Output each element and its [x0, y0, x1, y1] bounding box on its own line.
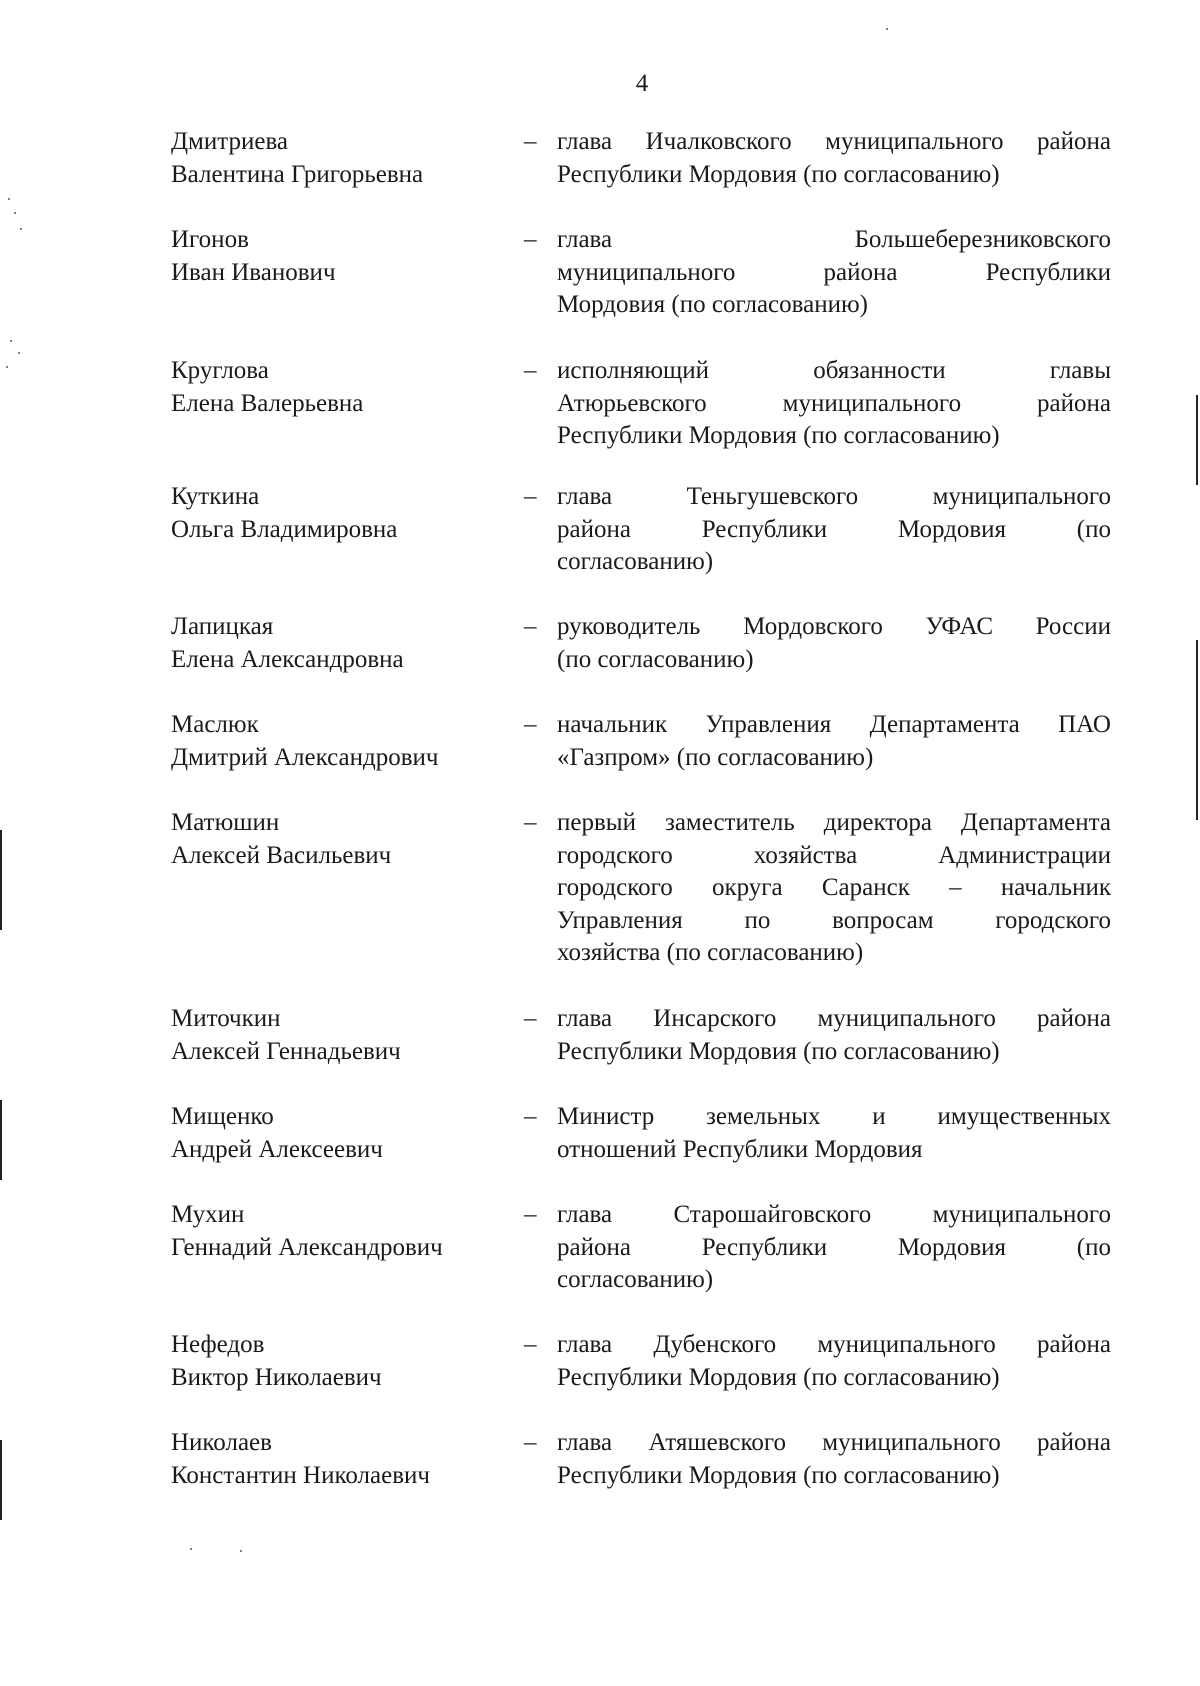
- scan-edge: [0, 1100, 2, 1180]
- scan-edge: [1196, 640, 1198, 820]
- given-name: Валентина Григорьевна: [171, 160, 424, 188]
- surname: Нефедов: [171, 1331, 265, 1358]
- position-description: [557, 807, 1111, 970]
- description-line: согласованию): [557, 548, 714, 575]
- person-name: [171, 1329, 511, 1394]
- person-name: [171, 611, 511, 676]
- dash: –: [524, 357, 537, 384]
- description-line: Республики Мордовия (по согласованию): [557, 422, 1000, 449]
- person-name: [171, 709, 511, 774]
- surname: Дмитриева: [171, 128, 289, 155]
- description-line: глава Дубенского муниципального района: [557, 1331, 1111, 1358]
- person-name: [171, 1199, 511, 1264]
- position-description: [557, 355, 1111, 453]
- given-name: Виктор Николаевич: [171, 1363, 382, 1391]
- scan-speck: [8, 198, 10, 200]
- person-name: [171, 126, 511, 191]
- description-line: согласованию): [557, 1266, 714, 1293]
- person-name: [171, 807, 511, 872]
- given-name: Елена Александровна: [171, 645, 404, 673]
- description-line: «Газпром» (по согласованию): [557, 743, 874, 771]
- scan-speck: [10, 340, 12, 342]
- dash: –: [524, 128, 537, 155]
- given-name: Дмитрий Александрович: [171, 743, 439, 771]
- position-description: [557, 224, 1111, 322]
- description-line: района Республики Мордовия (по: [557, 515, 1111, 543]
- description-line: глава Инсарского муниципального района: [557, 1005, 1111, 1032]
- description-line: Республики Мордовия (по согласованию): [557, 1363, 1000, 1391]
- scan-edge: [0, 830, 2, 930]
- description-line: муниципального района Республики: [557, 258, 1111, 286]
- person-name: [171, 224, 511, 289]
- scan-edge: [0, 1440, 2, 1520]
- position-description: [557, 709, 1111, 774]
- description-line: руководитель Мордовского УФАС России: [557, 613, 1111, 640]
- position-description: [557, 1427, 1111, 1492]
- surname: Игонов: [171, 226, 249, 253]
- description-line: глава Атяшевского муниципального района: [557, 1429, 1111, 1456]
- description-line: Республики Мордовия (по согласованию): [557, 1037, 1000, 1065]
- position-description: [557, 481, 1111, 579]
- given-name: Иван Иванович: [171, 258, 336, 286]
- dash: –: [524, 1201, 537, 1228]
- description-line: городского хозяйства Администрации: [557, 841, 1111, 869]
- description-line: хозяйства (по согласованию): [557, 939, 864, 966]
- person-name: [171, 1101, 511, 1166]
- dash: –: [524, 483, 537, 510]
- scan-speck: [886, 28, 888, 30]
- position-description: [557, 126, 1111, 191]
- scan-speck: [18, 352, 20, 354]
- dash: –: [524, 1331, 537, 1358]
- scan-speck: [240, 1550, 242, 1552]
- surname: Мухин: [171, 1201, 245, 1228]
- surname: Мищенко: [171, 1103, 274, 1130]
- given-name: Алексей Васильевич: [171, 841, 392, 869]
- surname: Лапицкая: [171, 613, 274, 640]
- person-name: [171, 1003, 511, 1068]
- dash: –: [524, 1005, 537, 1032]
- position-description: [557, 611, 1111, 676]
- description-line: Атюрьевского муниципального района: [557, 389, 1111, 417]
- surname: Круглова: [171, 357, 269, 384]
- dash: –: [524, 1429, 537, 1456]
- given-name: Елена Валерьевна: [171, 389, 364, 417]
- dash: –: [524, 711, 537, 738]
- description-line: глава Большеберезниковского: [557, 226, 1111, 253]
- person-name: [171, 481, 511, 546]
- given-name: Алексей Геннадьевич: [171, 1037, 401, 1065]
- position-description: [557, 1101, 1111, 1166]
- scan-edge: [1196, 395, 1198, 485]
- description-line: глава Старошайговского муниципального: [557, 1201, 1111, 1228]
- page-number: 4: [635, 70, 649, 97]
- scan-speck: [20, 228, 22, 230]
- dash: –: [524, 809, 537, 836]
- given-name: Андрей Алексеевич: [171, 1135, 383, 1163]
- surname: Матюшин: [171, 809, 280, 836]
- description-line: городского округа Саранск – начальник: [557, 874, 1111, 901]
- position-description: [557, 1199, 1111, 1297]
- given-name: Константин Николаевич: [171, 1461, 430, 1489]
- description-line: первый заместитель директора Департамента: [557, 809, 1111, 836]
- description-line: района Республики Мордовия (по: [557, 1233, 1111, 1261]
- dash: –: [524, 226, 537, 253]
- position-description: [557, 1329, 1111, 1394]
- description-line: Управления по вопросам городского: [557, 906, 1111, 934]
- person-name: [171, 1427, 511, 1492]
- given-name: Ольга Владимировна: [171, 515, 398, 543]
- description-line: глава Теньгушевского муниципального: [557, 483, 1111, 510]
- dash: –: [524, 613, 537, 640]
- scan-speck: [190, 1548, 192, 1550]
- description-line: исполняющий обязанности главы: [557, 357, 1111, 384]
- description-line: Республики Мордовия (по согласованию): [557, 160, 1000, 188]
- surname: Николаев: [171, 1429, 272, 1456]
- description-line: Мордовия (по согласованию): [557, 291, 868, 318]
- position-description: [557, 1003, 1111, 1068]
- description-line: глава Ичалковского муниципального района: [557, 128, 1111, 155]
- person-name: [171, 355, 511, 420]
- description-line: начальник Управления Департамента ПАО: [557, 711, 1111, 738]
- given-name: Геннадий Александрович: [171, 1233, 443, 1261]
- surname: Куткина: [171, 483, 260, 510]
- description-line: (по согласованию): [557, 645, 754, 673]
- scan-speck: [6, 366, 8, 368]
- surname: Миточкин: [171, 1005, 281, 1032]
- surname: Маслюк: [171, 711, 259, 738]
- description-line: Республики Мордовия (по согласованию): [557, 1461, 1000, 1489]
- dash: –: [524, 1103, 537, 1130]
- description-line: отношений Республики Мордовия: [557, 1135, 923, 1163]
- scan-speck: [14, 212, 16, 214]
- description-line: Министр земельных и имущественных: [557, 1103, 1111, 1130]
